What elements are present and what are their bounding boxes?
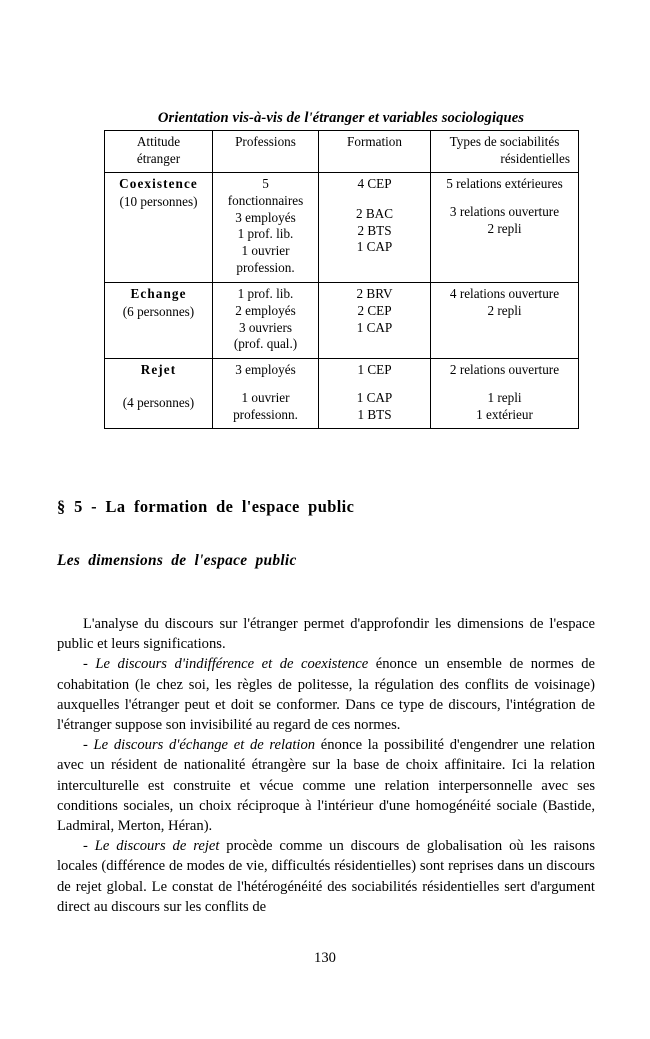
- paragraph-text: énonce un ensemble de normes de cohabitation (le chez soi, les règles de politesse, la régulation des conflits de voisinage) auxquelles l'étranger peut et doit se conformer. Dans ce type de discours, l'intégration de l'étranger suppose son invisibilité au regard de ces normes.: [57, 656, 595, 734]
- attitude-count: (10 personnes): [119, 193, 198, 209]
- cell-line: 3 employés: [235, 361, 296, 377]
- cell-line: 2 repli: [487, 220, 522, 236]
- cell-line: professionn.: [233, 406, 298, 422]
- cell-line: 1 ouvrier: [241, 243, 290, 259]
- cell-sociabilites: [431, 282, 579, 358]
- cell-line: 3 ouvriers: [238, 319, 293, 335]
- cell-line: 2 BAC: [355, 205, 393, 221]
- cell-line: 1 repli: [487, 389, 522, 405]
- paragraph: [57, 735, 595, 836]
- paragraph: [57, 654, 595, 735]
- attitude-label: Echange: [130, 285, 187, 301]
- cell-attitude: [105, 172, 213, 282]
- header-line: Formation: [347, 134, 402, 149]
- body-text: [57, 614, 595, 917]
- cell-sociabilites: [431, 172, 579, 282]
- paragraph: [57, 614, 595, 654]
- cell-line: 2 repli: [487, 302, 522, 318]
- cell-line: 2 BTS: [357, 222, 392, 238]
- attitude-count: (6 personnes): [122, 303, 195, 319]
- cell-line: 1 ouvrier: [241, 389, 290, 405]
- cell-professions: [213, 358, 319, 428]
- paragraph-text: procède comme un discours de globalisation où les raisons locales (différence de modes de vie, difficultés résidentielles) sont reprises dans un discours de rejet global. Le constat de l'hétérogénéité des sociabilités résidentielles sert d'argument direct au discours sur les conflits de: [57, 838, 595, 915]
- cell-line: 5: [262, 175, 269, 191]
- paragraph-emphasis: - Le discours de rejet: [83, 838, 220, 855]
- cell-professions: [213, 282, 319, 358]
- table-block: [104, 110, 578, 429]
- cell-line: 1 CAP: [356, 239, 393, 255]
- cell-line: 2 relations ouverture: [449, 361, 560, 377]
- cell-line: 1 extérieur: [476, 406, 533, 422]
- header-line: Professions: [235, 134, 296, 149]
- subsection-heading: Les dimensions de l'espace public: [57, 552, 297, 569]
- paragraph-text: énonce la possibilité d'engendrer une relation avec un résident de nationalité étrangère sur la base de choix affinitaire. Ici la relation interculturelle est construite et vécue comme une relation interpersonnelle avec ses conditions sociales, un choix réciproque à l'intérieur d'une homogénéité sociale (Bastide, Ladmiral, Merton, Héran).: [57, 737, 595, 835]
- cell-formation: [319, 172, 431, 282]
- cell-line: 1 CEP: [357, 361, 392, 377]
- table-header-row: [105, 131, 579, 173]
- cell-line: 1 prof. lib.: [237, 226, 294, 242]
- table-row: [105, 358, 579, 428]
- cell-line: fonctionnaires: [227, 192, 304, 208]
- cell-line: 1 prof. lib.: [237, 285, 294, 301]
- cell-line: 2 CEP: [357, 302, 392, 318]
- cell-line: 1 CAP: [356, 389, 393, 405]
- table-row: [105, 172, 579, 282]
- column-header-attitude: [105, 131, 213, 173]
- cell-formation: [319, 358, 431, 428]
- table-row: [105, 282, 579, 358]
- header-line: Attitude: [136, 134, 181, 149]
- attitude-label: Rejet: [140, 361, 177, 377]
- cell-line: 4 CEP: [357, 175, 392, 191]
- cell-line: 3 relations ouverture: [449, 203, 560, 219]
- header-line: résidentielles: [500, 150, 570, 166]
- cell-line: 2 employés: [235, 302, 296, 318]
- cell-professions: [213, 172, 319, 282]
- cell-line: 4 relations ouverture: [449, 285, 560, 301]
- cell-line: 5 relations extérieures: [446, 175, 563, 191]
- column-header-professions: [213, 131, 319, 173]
- column-header-sociabilites: [431, 131, 579, 173]
- page-number: 130: [314, 950, 336, 966]
- cell-line: (prof. qual.): [233, 336, 298, 352]
- cell-line: 2 BRV: [356, 285, 393, 301]
- cell-formation: [319, 282, 431, 358]
- cell-line: 1 CAP: [356, 319, 393, 335]
- attitude-label: Coexistence: [119, 175, 198, 191]
- cell-line: 3 employés: [235, 209, 296, 225]
- section-heading: § 5 - La formation de l'espace public: [57, 497, 355, 516]
- paragraph-text: L'analyse du discours sur l'étranger permet d'approfondir les dimensions de l'espace public et leurs significations.: [57, 616, 595, 653]
- cell-attitude: [105, 358, 213, 428]
- cell-line: profession.: [236, 260, 295, 276]
- header-line: Types de sociabilités: [449, 134, 560, 149]
- sociological-variables-table: [104, 130, 579, 429]
- header-line: étranger: [136, 150, 181, 166]
- table-caption: Orientation vis-à-vis de l'étranger et variables sociologiques: [157, 110, 525, 126]
- column-header-formation: [319, 131, 431, 173]
- paragraph: [57, 836, 595, 917]
- attitude-count: (4 personnes): [122, 394, 195, 410]
- paragraph-emphasis: - Le discours d'échange et de relation: [83, 737, 316, 754]
- cell-line: 1 BTS: [357, 406, 392, 422]
- cell-sociabilites: [431, 358, 579, 428]
- cell-attitude: [105, 282, 213, 358]
- paragraph-emphasis: - Le discours d'indifférence et de coexistence: [83, 656, 369, 673]
